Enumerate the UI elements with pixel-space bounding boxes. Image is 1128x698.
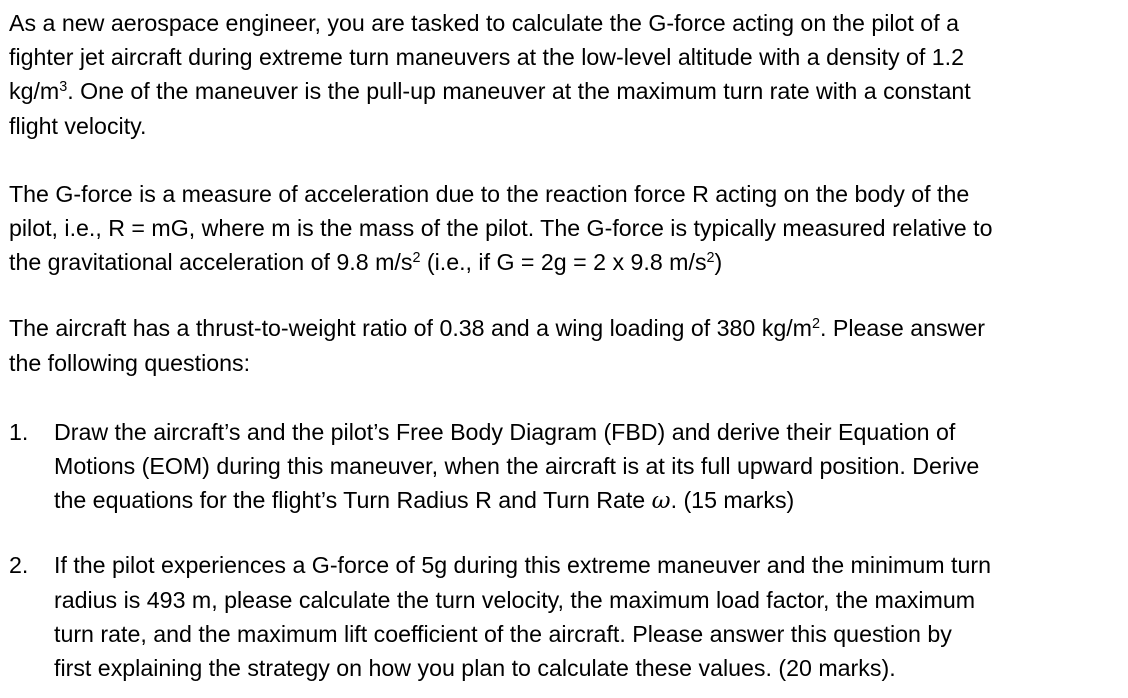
text-fragment: . Please answer: [820, 315, 985, 342]
text-line: [9, 74, 1121, 108]
text-fragment: . (15 marks): [670, 487, 795, 514]
text-line: the following questions:: [9, 349, 251, 376]
text-line: If the pilot experiences a G-force of 5g during this extreme maneuver and the minimum turn: [54, 552, 991, 579]
text-line: Draw the aircraft’s and the pilot’s Free Body Diagram (FBD) and derive their Equation of: [54, 418, 956, 445]
text-line: first explaining the strategy on how you plan to calculate these values. (20 marks).: [54, 655, 896, 682]
superscript: 2: [706, 250, 715, 267]
document-page: [9, 6, 1121, 685]
question-list: [9, 415, 1121, 685]
question-item-1: [9, 415, 1121, 519]
text-line: radius is 493 m, please calculate the turn velocity, the maximum load factor, the maximum: [54, 586, 976, 613]
paragraph-spacer: [9, 518, 1121, 548]
text-line: turn rate, and the maximum lift coefficient of the aircraft. Please answer this question by: [54, 620, 952, 647]
superscript: 2: [412, 250, 421, 267]
text-line: pilot, i.e., R = mG, where m is the mass of the pilot. The G-force is typically measured relative to: [9, 215, 993, 242]
text-fragment: the equations for the flight’s Turn Radius R and Turn Rate: [54, 487, 652, 514]
text-line: fighter jet aircraft during extreme turn maneuvers at the low-level altitude with a density of 1.2: [9, 44, 965, 71]
question-number: 1.: [9, 418, 29, 445]
paragraph-spacer: [9, 143, 1121, 177]
intro-paragraph: [9, 6, 1121, 143]
paragraph-spacer: [9, 279, 1121, 311]
aircraft-paragraph: [9, 311, 1121, 379]
g-force-paragraph: [9, 177, 1121, 280]
text-fragment: The aircraft has a thrust-to-weight ratio of 0.38 and a wing loading of 380 kg/m: [9, 315, 812, 342]
text-line: [54, 483, 1121, 518]
superscript: 3: [59, 79, 68, 96]
text-line: [9, 311, 1121, 345]
superscript: 2: [812, 316, 820, 333]
text-line: flight velocity.: [9, 112, 147, 139]
text-fragment: (i.e., if G = 2g = 2 x 9.8 m/s: [420, 249, 707, 276]
text-fragment: the gravitational acceleration of 9.8 m/s: [9, 249, 413, 276]
text-line: The G-force is a measure of acceleration due to the reaction force R acting on the body of the: [9, 180, 970, 207]
text-line: As a new aerospace engineer, you are tasked to calculate the G-force acting on the pilot of a: [9, 10, 959, 36]
text-line: [9, 245, 1121, 279]
question-number: 2.: [9, 552, 29, 579]
text-fragment: kg/m: [9, 78, 60, 105]
omega-symbol: ω: [651, 487, 671, 515]
text-line: Motions (EOM) during this maneuver, when the aircraft is at its full upward position. Derive: [54, 453, 980, 480]
text-fragment: . One of the maneuver is the pull-up maneuver at the maximum turn rate with a constant: [67, 78, 971, 105]
question-item-2: [9, 548, 1121, 685]
text-fragment: ): [714, 249, 723, 276]
paragraph-spacer: [9, 380, 1121, 415]
